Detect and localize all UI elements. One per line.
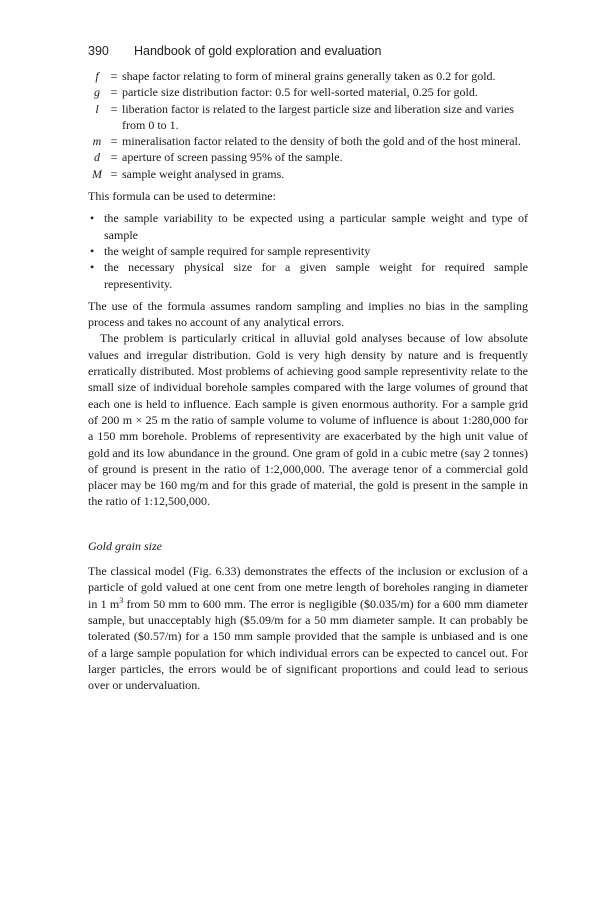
bullet-item bbox=[88, 210, 528, 243]
bullet-text: the sample variability to be expected using a particular sample weight and type of sample bbox=[104, 211, 528, 242]
definition-item bbox=[88, 68, 528, 84]
equals-sign: = bbox=[110, 134, 118, 149]
definition-text: liberation factor is related to the largest particle size and liberation size and varies from 0 to 1. bbox=[122, 101, 514, 132]
definition-symbol: d bbox=[94, 150, 100, 165]
definition-item bbox=[88, 133, 528, 149]
bullet-icon: • bbox=[90, 260, 95, 275]
equals-sign: = bbox=[110, 101, 118, 116]
intro-text: This formula can be used to determine: bbox=[88, 189, 276, 204]
paragraph-classical-model bbox=[88, 563, 528, 693]
paragraph-text-part2: from 50 mm to 600 mm. The error is negligible ($0.035/m) for a 600 mm diameter sample, but unacceptably high ($5.09/m for a 50 mm diameter sample. It can probably be tolerated ($0.57/m) for a 150 mm sample provided that the sample is unbiased and is one of a large sample population for which individual errors can be expected to cancel out. For larger particles, the errors would be of significant proportions and could lead to serious over or undervaluation. bbox=[88, 596, 528, 693]
equals-sign: = bbox=[110, 166, 118, 181]
definition-symbol: g bbox=[94, 85, 100, 100]
bullet-text: the necessary physical size for a given sample weight for required sample representivity. bbox=[104, 260, 528, 291]
definition-text: sample weight analysed in grams. bbox=[122, 166, 285, 181]
definition-text: aperture of screen passing 95% of the sample. bbox=[122, 150, 343, 165]
equals-sign: = bbox=[110, 85, 118, 100]
page-number: 390 bbox=[88, 44, 109, 58]
bullet-list bbox=[88, 210, 528, 291]
running-title: Handbook of gold exploration and evaluation bbox=[134, 44, 382, 58]
definition-item bbox=[88, 149, 528, 165]
bullet-item bbox=[88, 243, 528, 259]
paragraph-text-part1: The classical model (Fig. 6.33) demonstrates the effects of the inclusion or exclusion of a particle of gold valued at one cent from one metre length of boreholes ranging in diameter in 1 m bbox=[88, 564, 528, 611]
definition-text: mineralisation factor related to the density of both the gold and of the host mineral. bbox=[122, 134, 521, 149]
paragraph-alluvial-problem: The problem is particularly critical in alluvial gold analyses because of low absolute values and irregular distribution. Gold is very high density by nature and is frequently erratically distributed. Most problems of achieving good sample representivity relate to the small size of individual borehole samples compared with the large volumes of ground that each one is held to influence. Each sample is given enormous authority. For a sample grid of 200 m × 25 m the ratio of sample volume to volume of influence is about 1:280,000 for a 150 mm borehole. Problems of representivity are exacerbated by the high unit value of gold and its low abundance in the ground. One gram of gold in a cubic metre (say 2 tonnes) of ground is present in the ratio of 1:2,000,000. The average tenor of a commercial gold placer may be 160 mg/m and for this grade of material, the gold is present in the sample in the ratio of 1:12,500,000. bbox=[88, 331, 528, 509]
running-header bbox=[88, 44, 528, 58]
definition-symbol: m bbox=[92, 134, 102, 149]
superscript-3: 3 bbox=[119, 595, 124, 605]
equals-sign: = bbox=[110, 150, 118, 165]
equals-sign: = bbox=[110, 69, 118, 83]
definition-text: particle size distribution factor: 0.5 for well-sorted material, 0.25 for gold. bbox=[122, 85, 478, 100]
bullet-text: the weight of sample required for sample representivity bbox=[104, 243, 371, 258]
paragraph-random-sampling: The use of the formula assumes random sampling and implies no bias in the sampling process and takes no account of any analytical errors. bbox=[88, 298, 528, 330]
definition-item bbox=[88, 101, 528, 134]
bullet-icon: • bbox=[90, 211, 95, 226]
section-heading: Gold grain size bbox=[88, 538, 163, 553]
definition-symbol: f bbox=[95, 69, 99, 83]
definition-item bbox=[88, 166, 528, 182]
definition-symbol: M bbox=[92, 166, 102, 181]
bullet-icon: • bbox=[90, 243, 95, 258]
definition-text: shape factor relating to form of mineral grains generally taken as 0.2 for gold. bbox=[122, 69, 496, 83]
definition-item bbox=[88, 84, 528, 100]
definition-symbol: l bbox=[95, 101, 99, 116]
bullet-item bbox=[88, 259, 528, 292]
variable-definitions bbox=[88, 68, 528, 182]
page-body bbox=[88, 68, 528, 693]
